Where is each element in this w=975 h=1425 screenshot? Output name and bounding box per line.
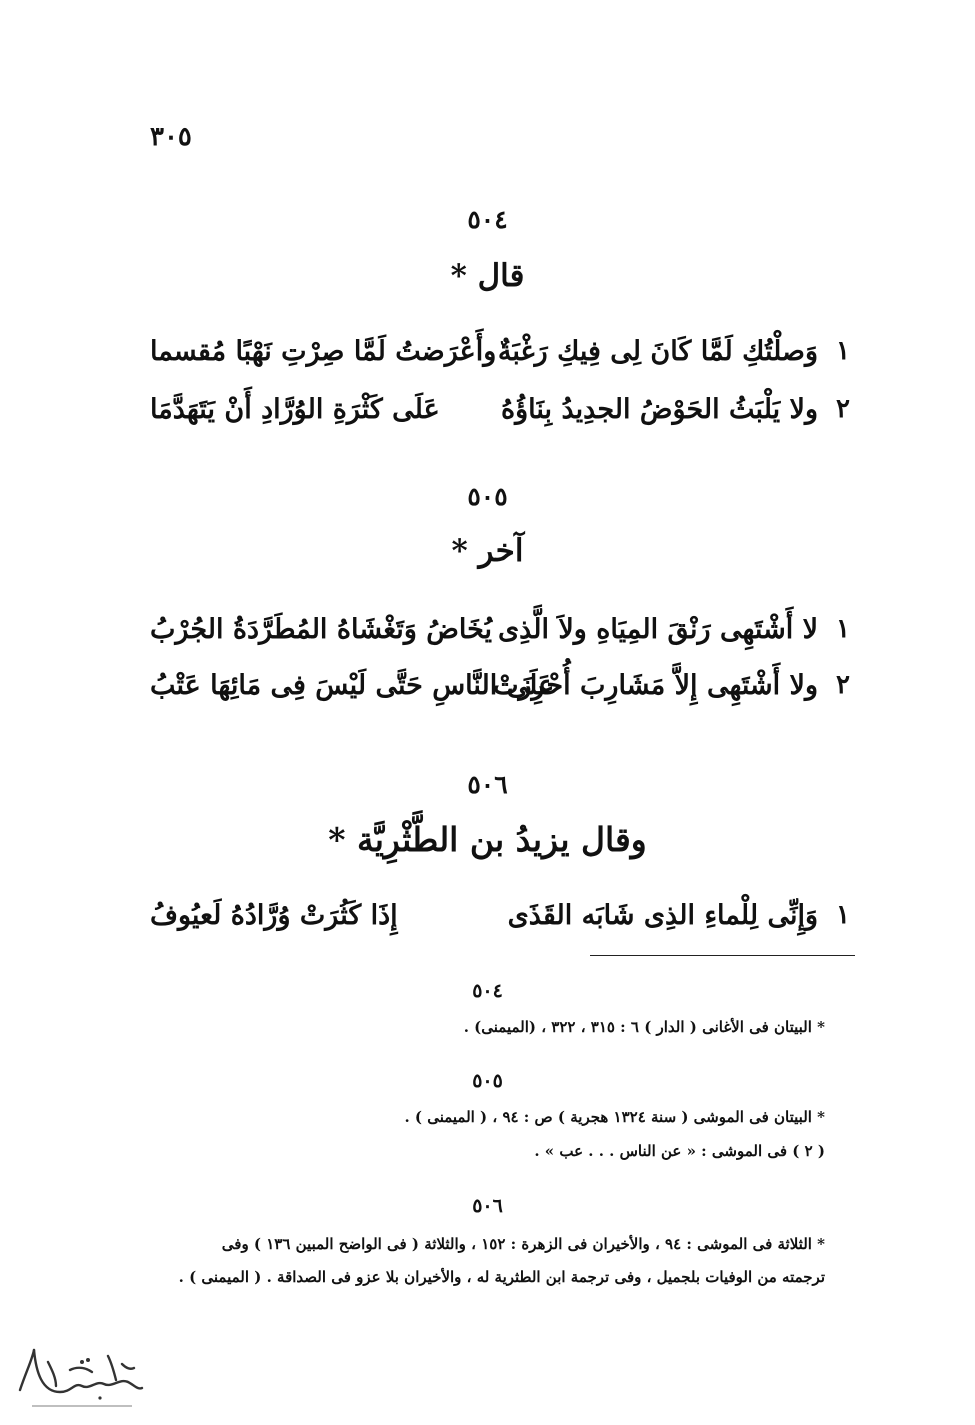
verse-second-hemistich: يُخَاضُ وَتَغْشَاهُ المُطَرَّدَةُ الجُرْبُ — [150, 614, 493, 645]
page-number: ٣٠٥ — [150, 122, 192, 152]
calligraphy-watermark-logo — [12, 1342, 147, 1414]
footnote-heading: ٥٠٤ — [472, 980, 503, 1002]
footnote-heading: ٥٠٥ — [472, 1070, 503, 1092]
verse-line — [150, 670, 850, 714]
verse-line — [150, 614, 850, 658]
verse-number: ١ — [836, 336, 850, 366]
verse-second-hemistich: عَلَى النَّاسِ حَتَّى لَيْسَ فِى مَائِهَا عَتْبُ — [150, 670, 555, 701]
footnote-line: ترجمته من الوفيات بلجميل ، وفى ترجمة ابن الطثرية له ، والأخيران بلا عزو فى الصداقة . ( الميمنى ) . — [178, 1268, 825, 1286]
verse-number: ٢ — [836, 670, 850, 700]
verse-first-hemistich: وَإِنِّى لِلْماءِ الذِى شَابَه القَذَى — [507, 900, 818, 931]
verse-first-hemistich: وَصلْتُكِ لَمَّا كَانَ لِى فِيكِ رَغْبَةٌ — [497, 336, 818, 367]
verse-first-hemistich: لا أَشْتَهِى رَنْقَ المِيَاهِ ولاَ الَّذِى — [497, 614, 818, 645]
footnote-line: * الثلاثة فى الموشى : ٩٤ ، والأخيران فى الزهرة : ١٥٢ ، والثلاثة ( فى الواضح المبين ١٣٦ ) وفى — [221, 1235, 825, 1253]
footnote-line: * البيتان فى الموشى ( سنة ١٣٢٤ هجرية ) ص : ٩٤ ، ( الميمنى ) . — [404, 1108, 825, 1126]
verse-line — [150, 394, 850, 438]
poem-heading: وقال يزيدُ بن الطَّثْرِيَّة * — [328, 820, 647, 859]
poem-number: ٥٠٥ — [467, 482, 508, 511]
verse-first-hemistich: ولا يَلْبَثُ الحَوْضُ الجدِيدُ بِنَاؤُهُ — [501, 394, 818, 425]
footnote-line: ( ٢ ) فى الموشى : « عن الناس . . . عب » . — [534, 1142, 825, 1160]
poem-heading: قال * — [450, 258, 525, 294]
footnote-heading: ٥٠٦ — [472, 1195, 503, 1217]
verse-first-hemistich: ولا أَشْتَهِى إِلاَّ مَشَارِبَ أُحْرِزَتْ — [493, 670, 818, 701]
verse-line — [150, 900, 850, 944]
verse-number: ٢ — [836, 394, 850, 424]
verse-number: ١ — [836, 614, 850, 644]
poem-number: ٥٠٤ — [467, 205, 508, 234]
poem-number: ٥٠٦ — [467, 770, 508, 799]
footnote-separator — [590, 955, 855, 956]
poem-heading: آخر * — [451, 533, 524, 569]
verse-second-hemistich: وأَعْرَضتُ لَمَّا صِرْتِ نَهْبًا مُقسما — [150, 336, 497, 367]
verse-second-hemistich: إِذَا كَثُرَتْ وُرَّادُهُ لَعيُوفُ — [150, 900, 398, 931]
footnote-line: * البيتان فى الأغانى ( الدار ) ٦ : ٣١٥ ، ٣٢٢ ، (الميمنى) . — [463, 1018, 825, 1036]
verse-number: ١ — [836, 900, 850, 930]
verse-line — [150, 336, 850, 380]
verse-second-hemistich: عَلَى كَثْرَةِ الوُرَّادِ أَنْ يَتَهَدَّمَا — [150, 394, 440, 425]
